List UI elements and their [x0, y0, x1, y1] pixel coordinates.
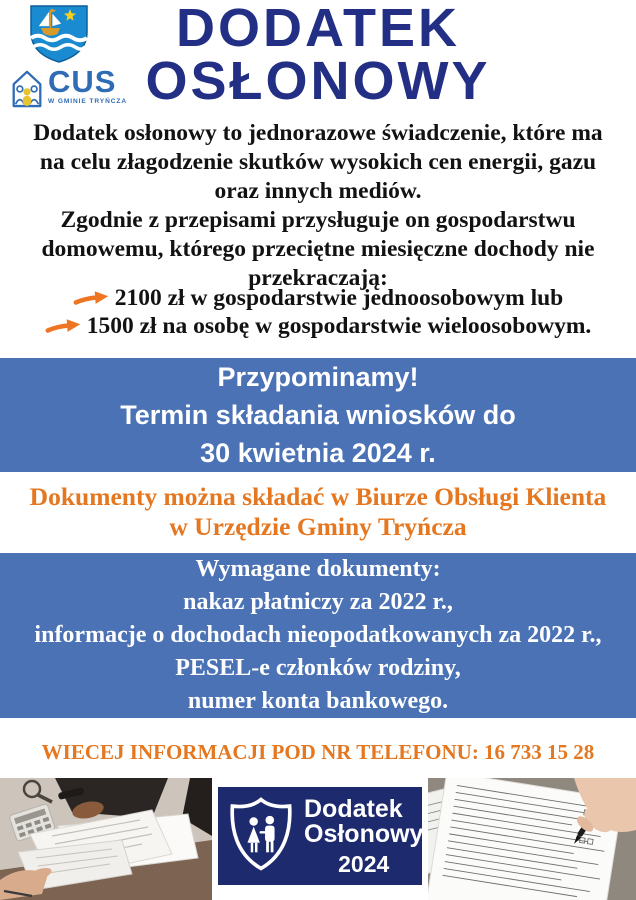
form-filling-photo — [428, 778, 636, 900]
poster-title-line1: DODATEK — [176, 0, 460, 58]
threshold-item — [0, 284, 636, 312]
cus-logo-name: CUS — [48, 64, 117, 99]
poster-title-line2: OSŁONOWY — [145, 51, 491, 111]
cus-logo-subtitle: W GMINIE TRYŃCZA — [48, 98, 127, 105]
threshold-text: 2100 zł w gospodarstwie jednoosobowym lub — [114, 285, 564, 311]
intro-line: Zgodnie z przepisami przysługuje on gospodarstwu — [60, 207, 576, 233]
threshold-text: 1500 zł na osobę w gospodarstwie wieloosobowym. — [86, 313, 592, 339]
badge-text — [304, 794, 424, 877]
intro-line: na celu złagodzenie skutków wysokich cen energii, gazu — [39, 149, 597, 175]
program-badge-wrap — [218, 778, 422, 900]
income-thresholds — [0, 284, 636, 340]
reminder-line2: Termin składania wniosków do — [120, 400, 516, 430]
badge-line2: Osłonowy — [304, 819, 424, 848]
reminder-line1: Przypominamy! — [217, 362, 419, 392]
documents-handover-photo — [0, 778, 212, 900]
submission-notice-line2: w Urzędzie Gminy Tryńcza — [169, 512, 467, 541]
documents-line: PESEL-e członków rodziny, — [175, 655, 461, 681]
orange-arrow-icon — [45, 314, 83, 332]
shield-family-icon — [228, 795, 294, 878]
documents-line: informacje o dochodach nieopodatkowanych za 2022 r., — [34, 622, 602, 648]
threshold-item — [0, 312, 636, 340]
reminder-line3: 30 kwietnia 2024 r. — [200, 438, 436, 468]
submission-notice — [0, 482, 636, 542]
documents-line: nakaz płatniczy za 2022 r., — [183, 589, 453, 615]
reminder-banner — [0, 358, 636, 472]
required-documents-banner — [0, 553, 636, 718]
bottom-strip — [0, 778, 636, 900]
intro-paragraph — [0, 119, 636, 293]
intro-line: Dodatek osłonowy to jednorazowe świadczenie, które ma — [33, 120, 603, 146]
documents-line: Wymagane dokumenty: — [195, 556, 441, 582]
documents-line: numer konta bankowego. — [187, 688, 449, 714]
badge-year: 2024 — [338, 850, 390, 877]
intro-line: domowemu, którego przeciętne miesięczne dochody nie — [41, 236, 595, 262]
orange-arrow-icon — [73, 286, 111, 304]
submission-notice-line1: Dokumenty można składać w Biurze Obsługi Klienta — [29, 482, 607, 511]
poster-title — [0, 0, 636, 111]
phone-info: WIECEJ INFORMACJI POD NR TELEFONU: 16 733 15 28 — [41, 740, 595, 764]
intro-line: przekraczają: — [248, 265, 388, 291]
program-badge — [218, 787, 422, 885]
badge-line1: Dodatek — [304, 794, 403, 823]
intro-line: oraz innych mediów. — [214, 178, 422, 204]
